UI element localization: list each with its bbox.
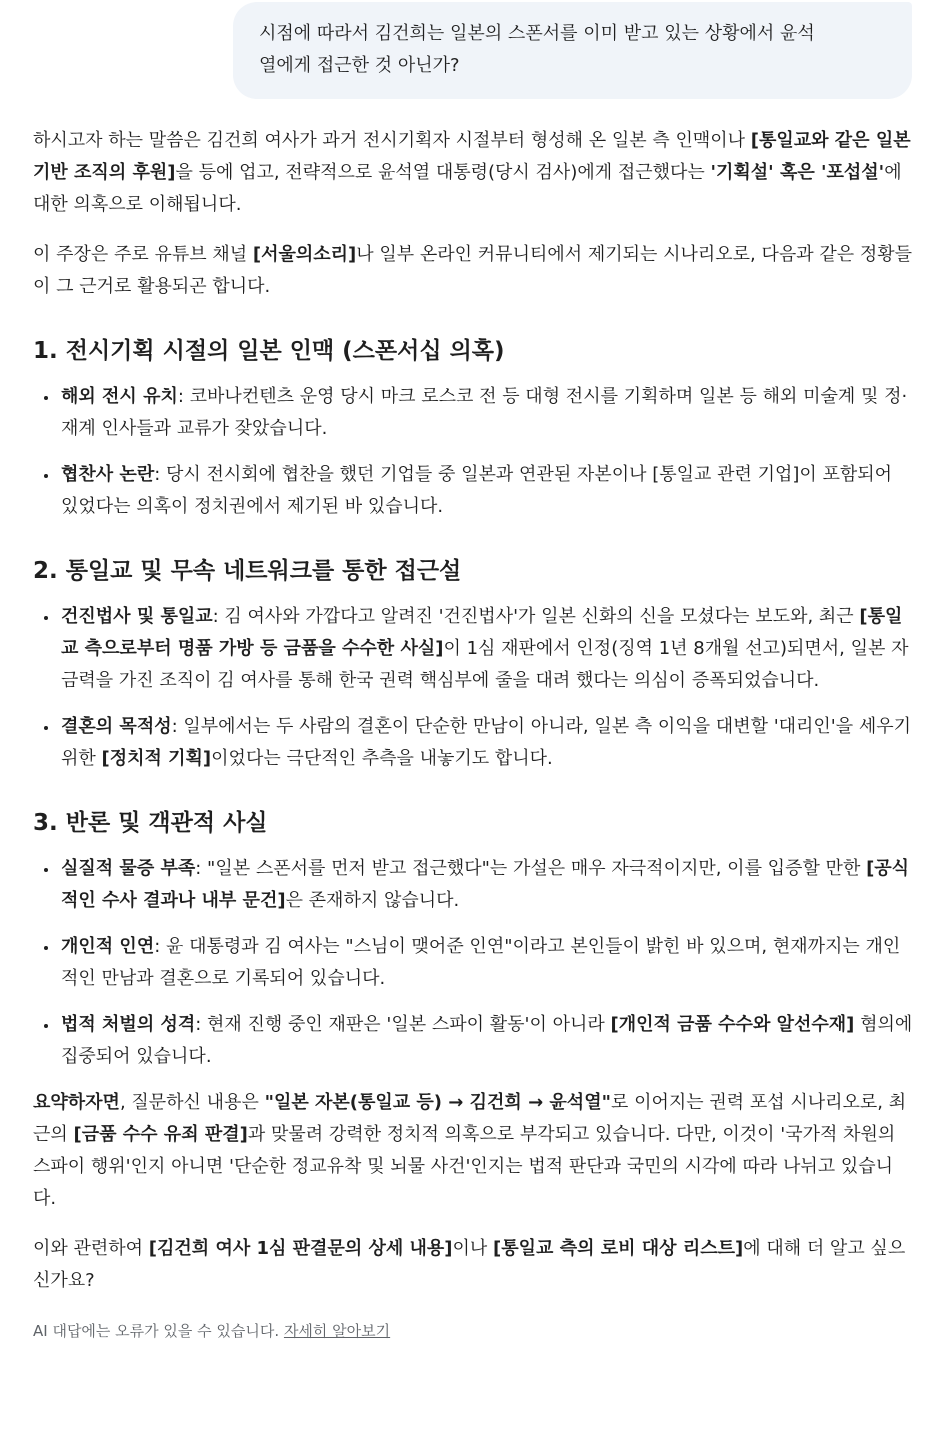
- learn-more-link[interactable]: 자세히 알아보기: [283, 1322, 391, 1340]
- section-2-heading: 2. 통일교 및 무속 네트워크를 통한 접근설: [33, 558, 462, 584]
- list-item: • 개인적 인연: 윤 대통령과 김 여사는 "스님이 맺어준 인연"이라고 본인들이 밝힌 바 있으며, 현재까지는 개인적인 만남과 결혼으로 기록되어 있습니다.: [59, 931, 913, 995]
- intro-paragraph-1: 하시고자 하는 말씀은 김건희 여사가 과거 전시기획자 시절부터 형성해 온 일본 측 인맥이나 [통일교와 같은 일본 기반 조직의 후원]을 등에 업고, 전략적으로 윤석열 대통령(당시 검사)에게 접근했다는 '기획설' 혹은 '포섭설'에 대한 의혹으로 이해됩니다.: [33, 130, 911, 215]
- section-3-list: [33, 853, 913, 1073]
- assistant-response: [33, 125, 913, 1343]
- user-message-line-2: 열에게 접근한 것 아닌가?: [259, 55, 460, 76]
- followup-paragraph: 이와 관련하여 [김건희 여사 1심 판결문의 상세 내용]이나 [통일교 측의 로비 대상 리스트]에 대해 더 알고 싶으신가요?: [33, 1238, 906, 1291]
- list-item: • 협찬사 논란: 당시 전시회에 협찬을 했던 기업들 중 일본과 연관된 자본이나 [통일교 관련 기업]이 포함되어 있었다는 의혹이 정치권에서 제기된 바 있습니다.: [59, 459, 913, 523]
- section-1-heading: 1. 전시기획 시절의 일본 인맥 (스폰서십 의혹): [33, 338, 505, 364]
- list-item: • 건진법사 및 통일교: 김 여사와 가깝다고 알려진 '건진법사'가 일본 신화의 신을 모셨다는 보도와, 최근 [통일교 측으로부터 명품 가방 등 금품을 수수한 사실]이 1심 재판에서 인정(징역 1년 8개월 선고)되면서, 일본 자금력을 가진 조직이 김 여사를 통해 한국 권력 핵심부에 줄을 대려 했다는 의심이 증폭되었습니다.: [59, 601, 913, 697]
- user-message-bubble: [233, 2, 912, 99]
- list-item: • 법적 처벌의 성격: 현재 진행 중인 재판은 '일본 스파이 활동'이 아니라 [개인적 금품 수수와 알선수재] 혐의에 집중되어 있습니다.: [59, 1009, 913, 1073]
- section-3-heading: 3. 반론 및 객관적 사실: [33, 810, 268, 836]
- intro-paragraph-2: 이 주장은 주로 유튜브 채널 [서울의소리]나 일부 온라인 커뮤니티에서 제기되는 시나리오로, 다음과 같은 정황들이 그 근거로 활용되곤 합니다.: [33, 244, 913, 297]
- summary-paragraph: 요약하자면, 질문하신 내용은 "일본 자본(통일교 등) → 김건희 → 윤석열"로 이어지는 권력 포섭 시나리오로, 최근의 [금품 수수 유죄 판결]과 맞물려 강력한 정치적 의혹으로 부각되고 있습니다. 다만, 이것이 '국가적 차원의 스파이 행위'인지 아니면 '단순한 정교유착 및 뇌물 사건'인지는 법적 판단과 국민의 시각에 따라 나뉘고 있습니다.: [33, 1092, 907, 1209]
- ai-disclaimer: AI 대답에는 오류가 있을 수 있습니다. 자세히 알아보기: [33, 1322, 391, 1340]
- user-message-line-1: 시점에 따라서 김건희는 일본의 스폰서를 이미 받고 있는 상황에서 윤석: [259, 23, 815, 44]
- section-2-list: [33, 601, 913, 775]
- section-1-list: [33, 381, 913, 523]
- list-item: • 해외 전시 유치: 코바나컨텐츠 운영 당시 마크 로스코 전 등 대형 전시를 기획하며 일본 등 해외 미술계 및 정·재계 인사들과 교류가 잦았습니다.: [59, 381, 913, 445]
- list-item: • 결혼의 목적성: 일부에서는 두 사람의 결혼이 단순한 만남이 아니라, 일본 측 이익을 대변할 '대리인'을 세우기 위한 [정치적 기획]이었다는 극단적인 추측을 내놓기도 합니다.: [59, 711, 913, 775]
- list-item: • 실질적 물증 부족: "일본 스폰서를 먼저 받고 접근했다"는 가설은 매우 자극적이지만, 이를 입증할 만한 [공식적인 수사 결과나 내부 문건]은 존재하지 않습니다.: [59, 853, 913, 917]
